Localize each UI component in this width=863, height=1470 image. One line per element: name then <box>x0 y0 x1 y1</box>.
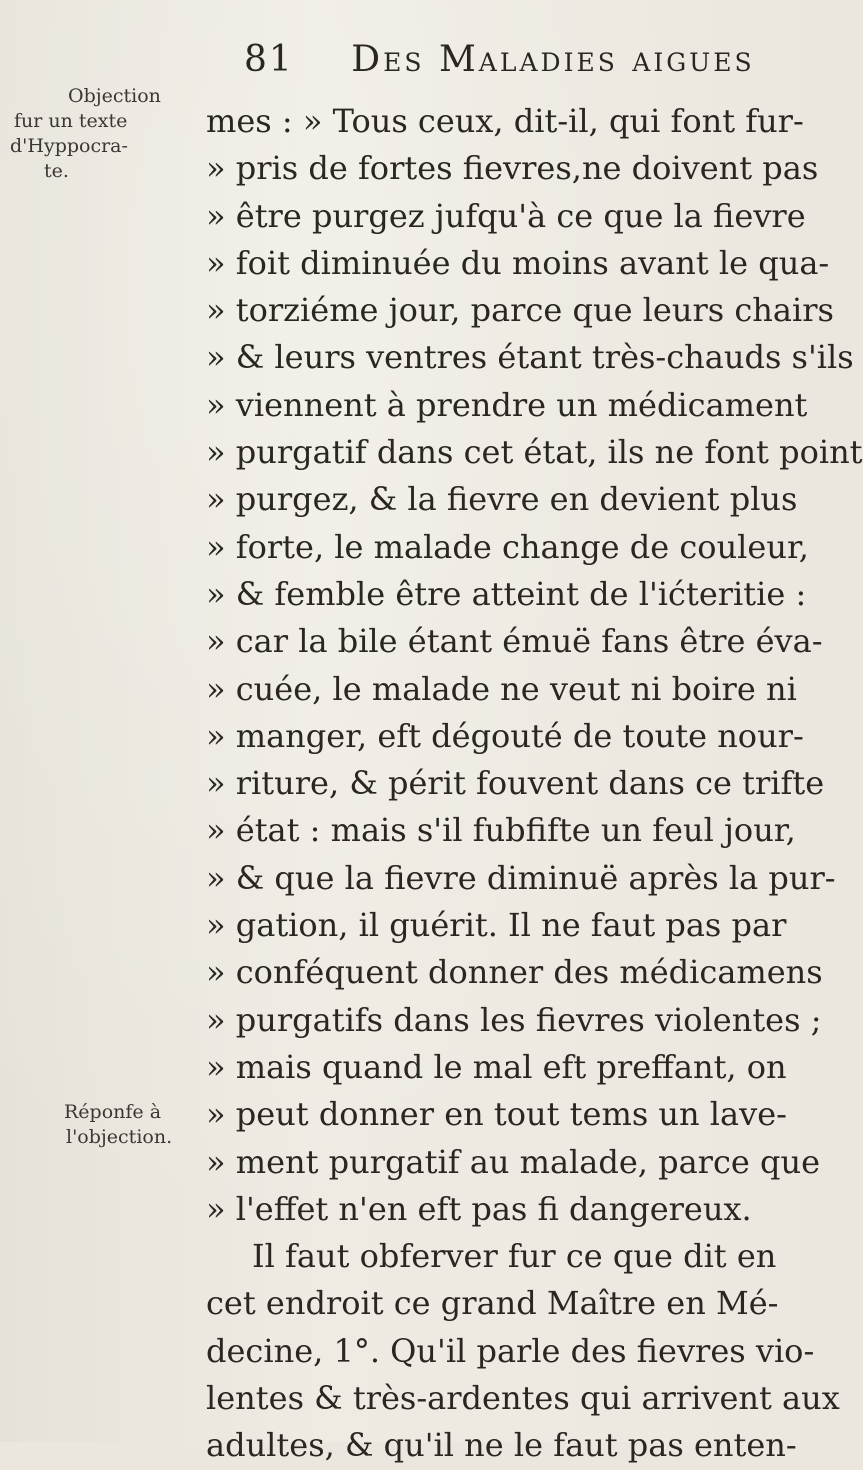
text-line: » & que la fievre diminuë après la pur- <box>206 858 836 897</box>
margin-note-line: Réponfe à <box>64 1101 162 1123</box>
text-line: » torziéme jour, parce que leurs chairs <box>206 291 834 330</box>
text-line: » gation, il guérit. Il ne faut pas par <box>206 906 787 945</box>
text-line: » purgatifs dans les fievres violentes ; <box>206 1000 822 1039</box>
text-line: » forte, le malade change de couleur, <box>206 527 809 566</box>
running-header <box>244 39 784 80</box>
text-line: » conféquent donner des médicamens <box>206 953 823 992</box>
text-line: » ment purgatif au malade, parce que <box>206 1142 821 1181</box>
text-line: » peut donner en tout tems un lave- <box>206 1095 787 1134</box>
margin-note-line: d'Hyppocra- <box>10 135 128 157</box>
text-line: » pris de fortes fievres,ne doivent pas <box>206 149 819 188</box>
margin-note-objection <box>4 84 161 184</box>
body-text <box>206 98 863 1470</box>
text-line: mes : » Tous ceux, dit-il, qui font fur- <box>206 102 804 140</box>
text-line: » & femble être atteint de l'ićteritie : <box>206 574 807 613</box>
text-line: lentes & très-ardentes qui arrivent aux <box>206 1379 840 1418</box>
text-line: » l'effet n'en eft pas fi dangereux. <box>206 1189 752 1228</box>
text-line: » cuée, le malade ne veut ni boire ni <box>206 669 797 708</box>
margin-note-reponse <box>62 1100 172 1150</box>
text-line: » être purgez jufqu'à ce que la fievre <box>206 196 806 235</box>
running-title: Des Maladies aigues <box>351 39 755 80</box>
text-line: » manger, eft dégouté de toute nour- <box>206 716 804 755</box>
margin-note-line: Objection <box>68 85 161 107</box>
text-line: » purgez, & la fievre en devient plus <box>206 480 798 519</box>
text-line: » car la bile étant émuë fans être éva- <box>206 622 823 661</box>
margin-note-line: l'objection. <box>66 1126 173 1148</box>
text-line: » & leurs ventres étant très-chauds s'ils <box>206 338 854 377</box>
text-line: » foit diminuée du moins avant le qua- <box>206 243 830 282</box>
text-line: Il faut obferver fur ce que dit en <box>252 1237 777 1276</box>
margin-note-line: fur un texte <box>14 110 128 132</box>
text-line: » mais quand le mal eft preffant, on <box>206 1047 787 1086</box>
page-number: 81 <box>244 39 294 80</box>
text-line: decine, 1°. Qu'il parle des fievres vio- <box>206 1331 815 1370</box>
text-line: » riture, & périt fouvent dans ce trifte <box>206 764 825 803</box>
text-line: » viennent à prendre un médicament <box>206 385 808 424</box>
text-line: adultes, & qu'il ne le faut pas enten- <box>206 1426 797 1465</box>
text-line: cet endroit ce grand Maître en Mé- <box>206 1284 779 1323</box>
text-line: » état : mais s'il fubfifte un feul jour, <box>206 811 796 850</box>
margin-note-line: te. <box>44 160 69 182</box>
text-line: » purgatif dans cet état, ils ne font point <box>206 433 863 472</box>
